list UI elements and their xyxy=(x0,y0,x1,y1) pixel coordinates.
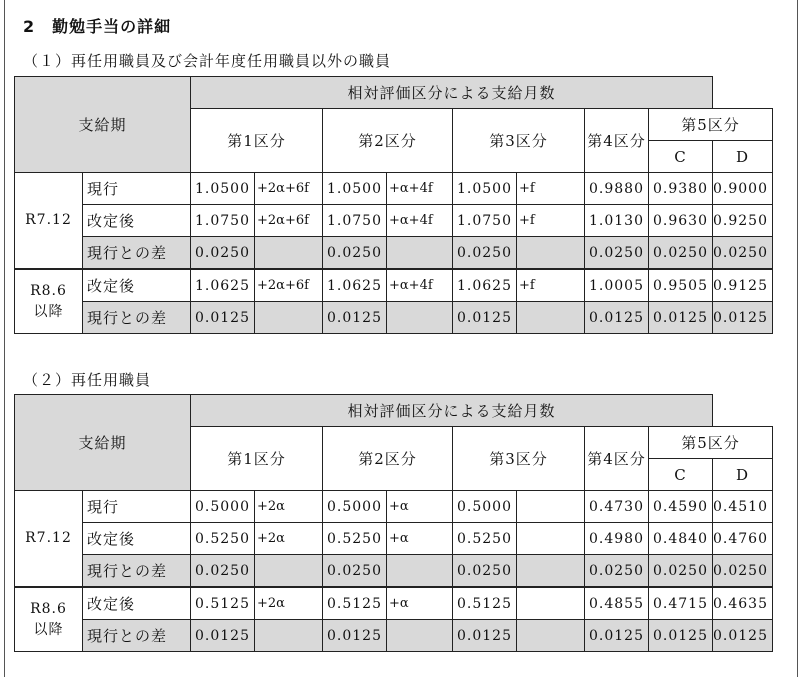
col3-value: 0.0125 xyxy=(453,620,517,652)
col5d-value: 0.0125 xyxy=(713,302,773,334)
col2-value: 0.0250 xyxy=(323,555,387,588)
col1-value: 0.5000 xyxy=(191,491,255,523)
payment-table-general xyxy=(14,76,773,334)
col3-value: 0.0250 xyxy=(453,237,517,270)
header-col5-c: C xyxy=(649,459,713,491)
col1-suffix xyxy=(255,620,323,652)
col5d-value: 0.9250 xyxy=(713,205,773,237)
payment-table-reappointed xyxy=(14,394,773,652)
header-col3: 第3区分 xyxy=(453,109,585,173)
col2-value: 0.5250 xyxy=(323,523,387,555)
col3-value: 0.5000 xyxy=(453,491,517,523)
table-row xyxy=(15,205,773,237)
table-row xyxy=(15,173,773,205)
col5d-value: 0.0125 xyxy=(713,620,773,652)
col2-suffix: +α xyxy=(387,587,453,620)
col2-value: 0.0125 xyxy=(323,620,387,652)
col1-suffix: +2α xyxy=(255,587,323,620)
col5d-value: 0.4760 xyxy=(713,523,773,555)
col5d-value: 0.0250 xyxy=(713,555,773,588)
header-group: 相対評価区分による支給月数 xyxy=(191,77,713,109)
table-row xyxy=(15,620,773,652)
table-row xyxy=(15,523,773,555)
col3-value: 1.0500 xyxy=(453,173,517,205)
header-col5-d: D xyxy=(713,459,773,491)
col5c-value: 0.0125 xyxy=(649,620,713,652)
col4-value: 0.0250 xyxy=(585,237,649,270)
header-col5-c: C xyxy=(649,141,713,173)
col3-suffix xyxy=(517,302,585,334)
col3-value: 0.5250 xyxy=(453,523,517,555)
section-heading: 2 勤勉手当の詳細 xyxy=(23,17,172,36)
col4-value: 1.0130 xyxy=(585,205,649,237)
col2-value: 1.0500 xyxy=(323,173,387,205)
col1-value: 1.0500 xyxy=(191,173,255,205)
table-row xyxy=(15,302,773,334)
col5c-value: 0.0125 xyxy=(649,302,713,334)
col1-suffix: +2α+6f xyxy=(255,173,323,205)
col5d-value: 0.9000 xyxy=(713,173,773,205)
col4-value: 1.0005 xyxy=(585,269,649,302)
col5c-value: 0.4840 xyxy=(649,523,713,555)
col5c-value: 0.4715 xyxy=(649,587,713,620)
col5d-value: 0.4635 xyxy=(713,587,773,620)
col2-suffix: +α+4f xyxy=(387,205,453,237)
col1-suffix: +2α xyxy=(255,523,323,555)
col3-value: 0.5125 xyxy=(453,587,517,620)
col1-suffix: +2α+6f xyxy=(255,205,323,237)
col2-value: 0.0125 xyxy=(323,302,387,334)
col1-suffix: +2α+6f xyxy=(255,269,323,302)
col3-value: 0.0250 xyxy=(453,555,517,588)
col4-value: 0.4980 xyxy=(585,523,649,555)
period-r7-12: R7.12 xyxy=(15,173,83,270)
period-r8-6-line1: R8.6 xyxy=(30,600,67,617)
period-r8-6-line2: 以降 xyxy=(33,621,64,638)
col1-value: 0.5250 xyxy=(191,523,255,555)
col3-suffix xyxy=(517,555,585,588)
col5c-value: 0.9505 xyxy=(649,269,713,302)
col1-value: 0.5125 xyxy=(191,587,255,620)
period-r7-12: R7.12 xyxy=(15,491,83,588)
row-label: 改定後 xyxy=(83,269,191,302)
col5c-value: 0.4590 xyxy=(649,491,713,523)
col5c-value: 0.9630 xyxy=(649,205,713,237)
header-col5: 第5区分 xyxy=(649,427,773,459)
header-col1: 第1区分 xyxy=(191,427,323,491)
table-row xyxy=(15,555,773,588)
header-group: 相対評価区分による支給月数 xyxy=(191,395,713,427)
col3-suffix xyxy=(517,237,585,270)
row-label: 現行との差 xyxy=(83,302,191,334)
row-label: 現行との差 xyxy=(83,237,191,270)
table-row xyxy=(15,491,773,523)
row-label: 現行との差 xyxy=(83,555,191,588)
header-col3: 第3区分 xyxy=(453,427,585,491)
col2-suffix: +α xyxy=(387,523,453,555)
col2-suffix xyxy=(387,302,453,334)
row-label: 現行 xyxy=(83,491,191,523)
col1-suffix xyxy=(255,237,323,270)
row-label: 現行 xyxy=(83,173,191,205)
col2-value: 1.0625 xyxy=(323,269,387,302)
col4-value: 0.0125 xyxy=(585,302,649,334)
col3-suffix: +f xyxy=(517,173,585,205)
col1-value: 0.0125 xyxy=(191,302,255,334)
table-row xyxy=(15,269,773,302)
col2-value: 0.0250 xyxy=(323,237,387,270)
header-col5: 第5区分 xyxy=(649,109,773,141)
header-col1: 第1区分 xyxy=(191,109,323,173)
col2-suffix xyxy=(387,555,453,588)
col4-value: 0.0125 xyxy=(585,620,649,652)
col4-value: 0.4730 xyxy=(585,491,649,523)
col5c-value: 0.0250 xyxy=(649,237,713,270)
header-col2: 第2区分 xyxy=(323,109,453,173)
col2-suffix: +α+4f xyxy=(387,173,453,205)
col4-value: 0.0250 xyxy=(585,555,649,588)
section2-title: （２）再任用職員 xyxy=(23,371,152,389)
header-col5-d: D xyxy=(713,141,773,173)
table-row xyxy=(15,237,773,270)
col2-suffix: +α xyxy=(387,491,453,523)
table-row xyxy=(15,587,773,620)
col3-suffix xyxy=(517,523,585,555)
header-col4: 第4区分 xyxy=(585,109,649,173)
row-label: 改定後 xyxy=(83,523,191,555)
col3-value: 1.0625 xyxy=(453,269,517,302)
period-r8-6 xyxy=(15,587,83,652)
col3-suffix xyxy=(517,587,585,620)
col3-suffix: +f xyxy=(517,205,585,237)
row-label: 現行との差 xyxy=(83,620,191,652)
col1-suffix: +2α xyxy=(255,491,323,523)
row-label: 改定後 xyxy=(83,587,191,620)
col3-suffix xyxy=(517,491,585,523)
col3-value: 0.0125 xyxy=(453,302,517,334)
header-col4: 第4区分 xyxy=(585,427,649,491)
col3-suffix xyxy=(517,620,585,652)
header-period: 支給期 xyxy=(15,395,191,491)
row-label: 改定後 xyxy=(83,205,191,237)
period-r8-6-line1: R8.6 xyxy=(30,282,67,299)
col1-value: 0.0125 xyxy=(191,620,255,652)
col4-value: 0.9880 xyxy=(585,173,649,205)
col2-value: 0.5125 xyxy=(323,587,387,620)
col1-value: 0.0250 xyxy=(191,237,255,270)
col2-suffix: +α+4f xyxy=(387,269,453,302)
col3-value: 1.0750 xyxy=(453,205,517,237)
col1-value: 0.0250 xyxy=(191,555,255,588)
col5c-value: 0.0250 xyxy=(649,555,713,588)
col1-suffix xyxy=(255,555,323,588)
col2-value: 1.0750 xyxy=(323,205,387,237)
col4-value: 0.4855 xyxy=(585,587,649,620)
col2-value: 0.5000 xyxy=(323,491,387,523)
col2-suffix xyxy=(387,237,453,270)
header-col2: 第2区分 xyxy=(323,427,453,491)
col5d-value: 0.4510 xyxy=(713,491,773,523)
col1-value: 1.0625 xyxy=(191,269,255,302)
period-r8-6 xyxy=(15,269,83,334)
section1-title: （１）再任用職員及び会計年度任用職員以外の職員 xyxy=(23,52,392,70)
col5d-value: 0.9125 xyxy=(713,269,773,302)
col1-suffix xyxy=(255,302,323,334)
col3-suffix: +f xyxy=(517,269,585,302)
col5c-value: 0.9380 xyxy=(649,173,713,205)
header-period: 支給期 xyxy=(15,77,191,173)
col1-value: 1.0750 xyxy=(191,205,255,237)
col2-suffix xyxy=(387,620,453,652)
col5d-value: 0.0250 xyxy=(713,237,773,270)
period-r8-6-line2: 以降 xyxy=(33,303,64,320)
